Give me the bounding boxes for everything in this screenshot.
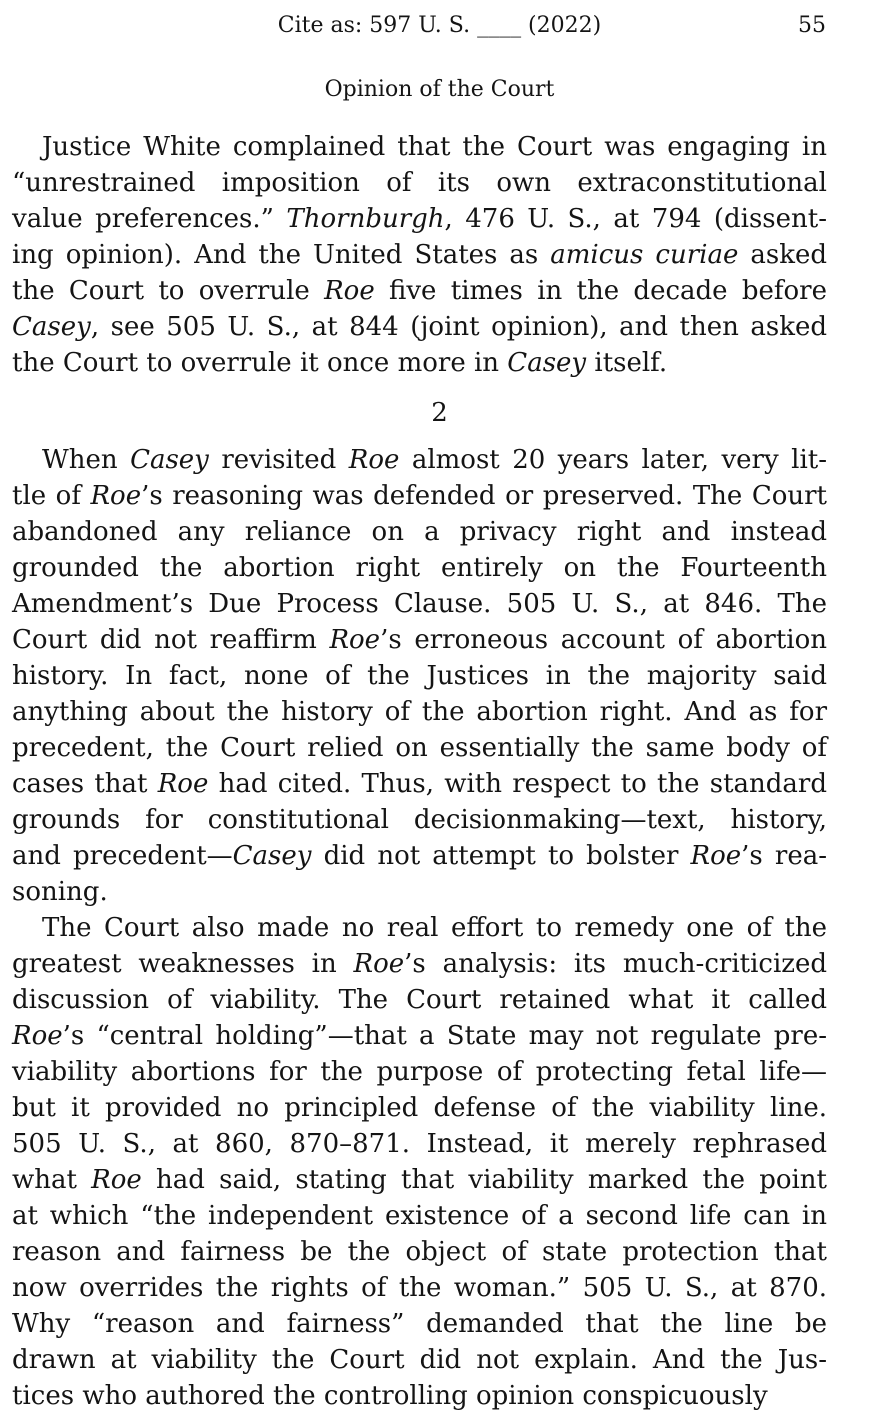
text-line bbox=[12, 910, 827, 946]
text-run: cases that bbox=[12, 769, 158, 799]
section-number: 2 bbox=[431, 398, 448, 428]
italic-text: amicus curiae bbox=[550, 240, 739, 270]
italic-text: Casey bbox=[507, 348, 587, 378]
text-run: almost 20 years later, very lit- bbox=[399, 445, 827, 475]
text-run: viability abortions for the purpose of protecting fetal life— bbox=[12, 1057, 827, 1087]
text-line bbox=[12, 658, 827, 694]
italic-text: Casey bbox=[12, 312, 91, 342]
text-run: ’s rea- bbox=[741, 841, 827, 871]
paragraph-2 bbox=[12, 442, 827, 910]
text-line bbox=[12, 345, 827, 381]
text-line bbox=[12, 129, 827, 165]
text-line bbox=[12, 273, 827, 309]
text-run: and precedent— bbox=[12, 841, 233, 871]
text-run: tle of bbox=[12, 481, 91, 511]
italic-text: Casey bbox=[130, 445, 209, 475]
text-line bbox=[12, 1126, 827, 1162]
text-run: at 860, 870–871. Instead, it merely rephrased bbox=[155, 1129, 828, 1159]
text-run: greatest weaknesses in bbox=[12, 949, 354, 979]
italic-text: Casey bbox=[232, 841, 312, 871]
italic-text: Roe bbox=[329, 625, 381, 655]
text-line bbox=[12, 982, 827, 1018]
text-run: itself. bbox=[586, 348, 668, 378]
text-line bbox=[12, 946, 827, 982]
text-run: had said, stating that viability marked the point bbox=[141, 1165, 827, 1195]
text-run: Court did not reaffirm bbox=[12, 625, 330, 655]
text-run: at which “the independent existence of a second life can in bbox=[12, 1201, 827, 1231]
text-run: revisited bbox=[208, 445, 349, 475]
text-line bbox=[12, 838, 827, 874]
text-run: value preferences.” bbox=[12, 204, 287, 234]
text-run: , 476 U. S., at 794 (dissent- bbox=[444, 204, 827, 234]
text-line bbox=[12, 309, 827, 345]
text-line bbox=[12, 1270, 827, 1306]
text-run: , see 505 U. S., at 844 (joint opinion), and then asked bbox=[90, 312, 827, 342]
text-run: but it provided no principled defense of the viability line. bbox=[12, 1093, 827, 1123]
text-run: history. In fact, none of the Justices in the majority said bbox=[12, 661, 827, 691]
text-line bbox=[12, 1162, 827, 1198]
text-line bbox=[12, 802, 827, 838]
text-line bbox=[12, 730, 827, 766]
italic-text: Roe bbox=[353, 949, 405, 979]
text-line bbox=[12, 1234, 827, 1270]
paragraph-1 bbox=[12, 129, 827, 381]
text-run: The Court also made no real effort to remedy one of the bbox=[42, 913, 827, 943]
text-run: When bbox=[42, 445, 131, 475]
text-line bbox=[12, 201, 827, 237]
text-line bbox=[12, 442, 827, 478]
text-line bbox=[12, 586, 827, 622]
text-line bbox=[12, 478, 827, 514]
text-run: the Court to overrule bbox=[12, 276, 325, 306]
text-run: grounds for constitutional decisionmaking—text, history, bbox=[12, 805, 827, 835]
text-line bbox=[12, 622, 827, 658]
running-header bbox=[0, 13, 879, 43]
text-line bbox=[12, 1306, 827, 1342]
text-run: ’s “central holding”—that a State may not regulate pre- bbox=[62, 1021, 827, 1051]
page-number: 55 bbox=[798, 13, 826, 38]
italic-text: Roe bbox=[690, 841, 742, 871]
text-line bbox=[12, 1090, 827, 1126]
text-run: tices who authored the controlling opinion conspicuously bbox=[12, 1381, 768, 1411]
text-line bbox=[12, 874, 827, 910]
paragraph-3 bbox=[12, 910, 827, 1414]
text-run: “unrestrained imposition of its own extraconstitutional bbox=[12, 168, 827, 198]
text-run: drawn at viability the Court did not explain. And the Jus- bbox=[12, 1345, 827, 1375]
text-run: what bbox=[12, 1165, 92, 1195]
text-run: abandoned any reliance on a privacy right and instead bbox=[12, 517, 827, 547]
citation-header: Cite as: 597 U. S. ____ (2022) bbox=[277, 13, 602, 38]
italic-text: Roe bbox=[157, 769, 209, 799]
text-run: the Court to overrule it once more in bbox=[12, 348, 508, 378]
text-run: ing opinion). And the United States as bbox=[12, 240, 551, 270]
text-run: Why “reason and fairness” demanded that the line be bbox=[12, 1309, 827, 1339]
text-line bbox=[12, 514, 827, 550]
italic-text: Roe bbox=[90, 481, 142, 511]
text-run: Amendment’s Due Process Clause. 505 U. S., at 846. The bbox=[12, 589, 827, 619]
italic-text: Roe bbox=[348, 445, 400, 475]
text-run: 505 U. S., bbox=[12, 1129, 156, 1159]
text-run: grounded the abortion right entirely on the Fourteenth bbox=[12, 553, 827, 583]
text-run: precedent, the Court relied on essentially the same body of bbox=[12, 733, 827, 763]
text-run: had cited. Thus, with respect to the standard bbox=[208, 769, 827, 799]
text-line bbox=[12, 694, 827, 730]
text-line bbox=[12, 1342, 827, 1378]
text-run: now overrides the rights of the woman.” 505 U. S., at 870. bbox=[12, 1273, 827, 1303]
text-line bbox=[12, 1198, 827, 1234]
italic-text: Roe bbox=[324, 276, 375, 306]
italic-text: Thornburgh bbox=[286, 204, 445, 234]
text-line bbox=[12, 1018, 827, 1054]
text-run: did not attempt to bolster bbox=[311, 841, 691, 871]
text-run: five times in the decade before bbox=[374, 276, 827, 306]
opinion-heading: Opinion of the Court bbox=[324, 77, 555, 102]
text-run: discussion of viability. The Court retained what it called bbox=[12, 985, 827, 1015]
text-line bbox=[12, 1378, 827, 1414]
text-run: ’s analysis: its much-criticized bbox=[404, 949, 828, 979]
text-line bbox=[12, 766, 827, 802]
text-line bbox=[12, 165, 827, 201]
text-run: anything about the history of the abortion right. And as for bbox=[12, 697, 827, 727]
text-line bbox=[12, 1054, 827, 1090]
text-run: asked bbox=[738, 240, 827, 270]
text-run: soning. bbox=[12, 877, 108, 907]
text-run: Justice White complained that the Court was engaging in bbox=[42, 132, 827, 162]
text-run: ’s erroneous account of abortion bbox=[380, 625, 827, 655]
italic-text: Roe bbox=[91, 1165, 142, 1195]
text-run: ’s reasoning was defended or preserved. The Court bbox=[141, 481, 827, 511]
text-line bbox=[12, 550, 827, 586]
text-run: reason and fairness be the object of state protection that bbox=[12, 1237, 827, 1267]
italic-text: Roe bbox=[12, 1021, 63, 1051]
text-line bbox=[12, 237, 827, 273]
